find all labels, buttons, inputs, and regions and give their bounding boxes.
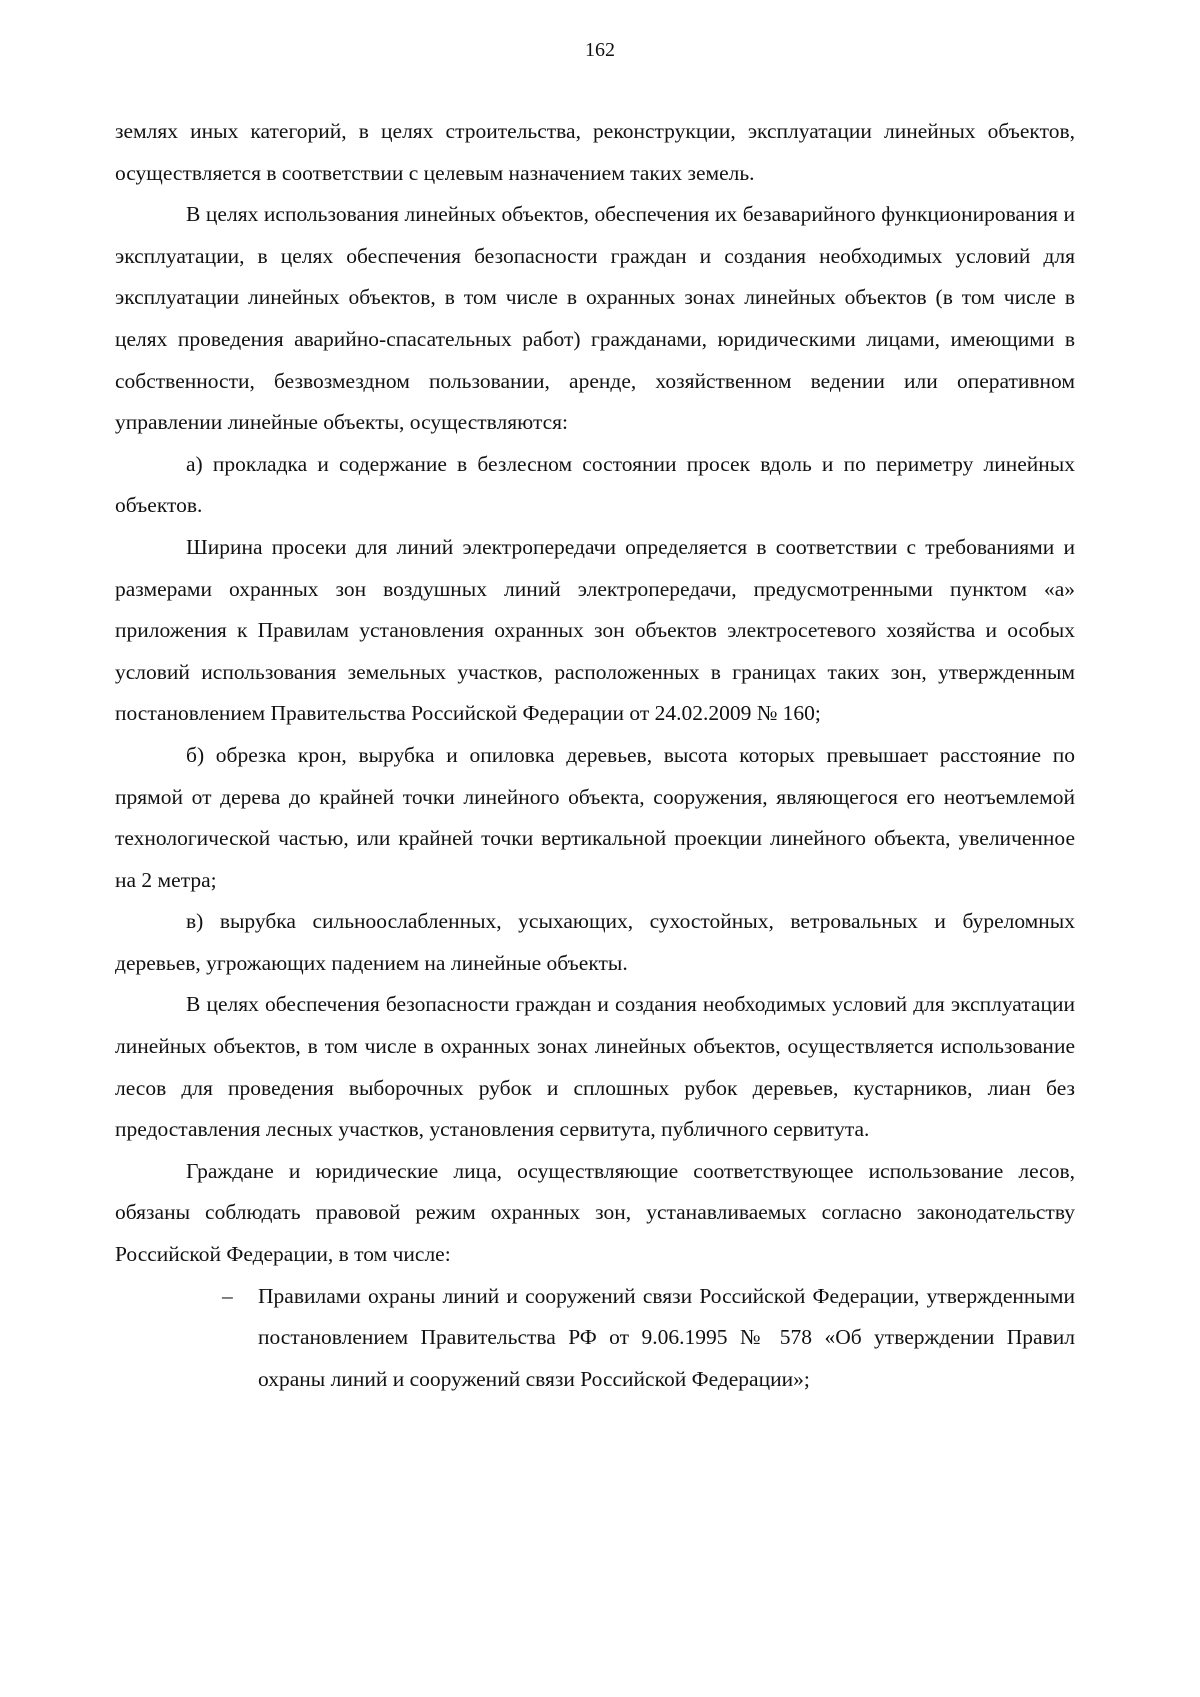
- paragraph-item-b-tree-cutting: б) обрезка крон, вырубка и опиловка деревьев, высота которых превышает расстояние по прямой от дерева до крайней точки линейного объекта, сооружения, являющегося его неотъемлемой технологической частью, или крайней точки вертикальной проекции линейного объекта, увеличенное на 2 метра;: [115, 742, 1075, 892]
- paragraph-item-a-clearings: а) прокладка и содержание в безлесном состоянии просек вдоль и по периметру линейных объектов.: [115, 451, 1075, 518]
- regulations-list: [115, 1276, 1075, 1401]
- list-item: [222, 1276, 1075, 1401]
- list-item-text: Правилами охраны линий и сооружений связи Российской Федерации, утвержденными постановлением Правительства РФ от 9.06.1995 № 578 «Об утверждении Правил охраны линий и сооружений связи Российской Федерации»;: [258, 1283, 1075, 1391]
- list-dash-marker: –: [222, 1283, 233, 1308]
- paragraph-clearing-width: Ширина просеки для линий электропередачи определяется в соответствии с требованиями и размерами охранных зон воздушных линий электропередачи, предусмотренными пунктом «а» приложения к Правилам установления охранных зон объектов электросетевого хозяйства и особых условий использования земельных участков, расположенных в границах таких зон, утвержденным постановлением Правительства Российской Федерации от 24.02.2009 № 160;: [115, 534, 1075, 726]
- paragraph-forest-use: В целях обеспечения безопасности граждан и создания необходимых условий для эксплуатации линейных объектов, в том числе в охранных зонах линейных объектов, осуществляется использование лесов для проведения выборочных рубок и сплошных рубок деревьев, кустарников, лиан без предоставления лесных участков, установления сервитута, публичного сервитута.: [115, 992, 1075, 1142]
- document-body: [115, 111, 1075, 1400]
- paragraph-continuation: землях иных категорий, в целях строительства, реконструкции, эксплуатации линейных объектов, осуществляется в соответствии с целевым назначением таких земель.: [115, 119, 1075, 185]
- paragraph-item-v-weakened-trees: в) вырубка сильноослабленных, усыхающих, сухостойных, ветровальных и буреломных деревьев, угрожающих падением на линейные объекты.: [115, 909, 1075, 975]
- paragraph-protection-zones: Граждане и юридические лица, осуществляющие соответствующее использование лесов, обязаны соблюдать правовой режим охранных зон, устанавливаемых согласно законодательству Российской Федерации, в том числе:: [115, 1158, 1075, 1267]
- page-number: 162: [585, 39, 615, 61]
- paragraph-linear-objects-use: В целях использования линейных объектов, обеспечения их безаварийного функционирования и эксплуатации, в целях обеспечения безопасности граждан и создания необходимых условий для эксплуатации линейных объектов, в том числе в охранных зонах линейных объектов (в том числе в целях проведения аварийно-спасательных работ) гражданами, юридическими лицами, имеющими в собственности, безвозмездном пользовании, аренде, хозяйственном ведении или оперативном управлении линейные объекты, осуществляются:: [115, 202, 1075, 435]
